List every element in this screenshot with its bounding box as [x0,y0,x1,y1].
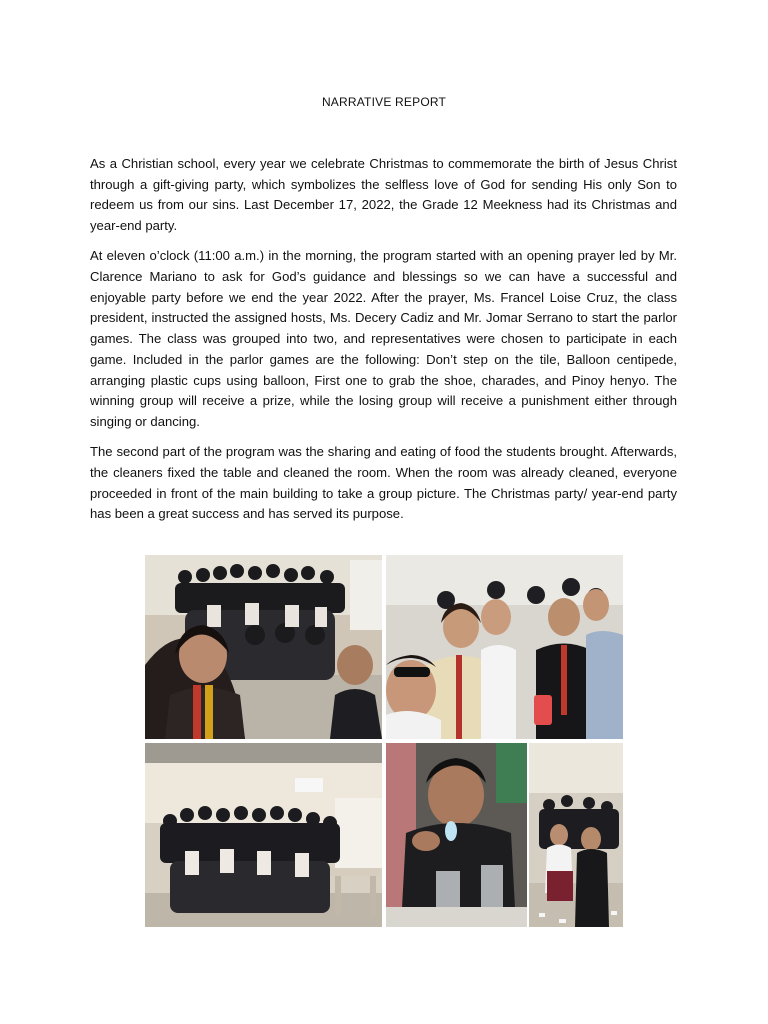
photo-collage [145,555,623,927]
paragraph-closing: The second part of the program was the sharing and eating of food the students brought. Afterwards, the cleaners fixed the table and cleaned the room. When the room was already cleaned, everyone proceeded in front of the main building to take a group picture. The Christmas party/ year-end party has been a great success and has served its purpose. [90,444,677,522]
report-body [90,154,677,534]
group-selfie-photo [145,555,382,739]
class-group-photo [145,743,382,927]
parlor-game-photo [386,743,527,927]
paragraph-intro: As a Christian school, every year we celebrate Christmas to commemorate the birth of Jesus Christ through a gift-giving party, which symbolizes the selfless love of God for sending His only Son to redeem us from our sins. Last December 17, 2022, the Grade 12 Meekness had its Christmas and year-end party. [90,156,677,234]
page-title: NARRATIVE REPORT [321,95,447,109]
boys-selfie-photo [386,555,623,739]
paragraph-program: At eleven o’clock (11:00 a.m.) in the morning, the program started with an opening prayer led by Mr. Clarence Mariano to ask for God’s guidance and blessings so we can have a successful and enjoyable party before we end the year 2022. After the prayer, Ms. Francel Loise Cruz, the class president, instructed the assigned hosts, Ms. Decery Cadiz and Mr. Jomar Serrano to start the parlor games. The class was grouped into two, and representatives were chosen to participate in each game. Included in the parlor games are the following: Don’t step on the tile, Balloon centipede, arranging plastic cups using balloon, First one to grab the shoe, charades, and Pinoy henyo. The winning group will receive a prize, while the losing group will receive a punishment either through singing or dancing. [90,248,677,429]
hallway-photo [529,743,623,927]
